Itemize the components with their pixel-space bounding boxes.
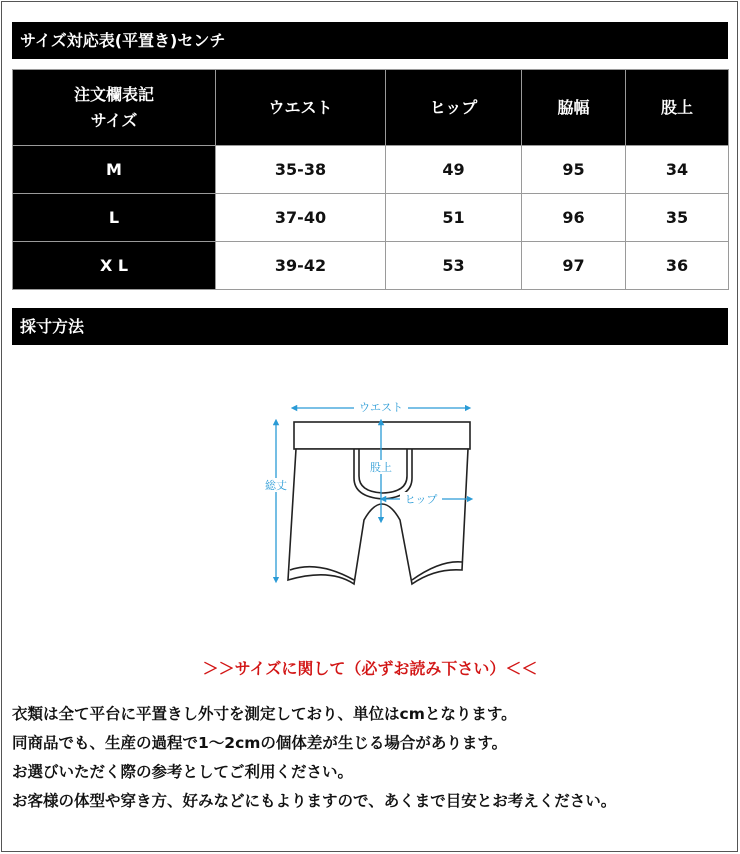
length-label: 総丈 [265, 479, 287, 492]
size-header-line2: サイズ [90, 110, 138, 130]
measure-method-title: 採寸方法 [12, 308, 728, 345]
side-width-cell: 95 [522, 146, 626, 194]
waist-label: ウエスト [359, 401, 403, 414]
rise-cell: 36 [626, 242, 729, 290]
size-cell: M [13, 146, 216, 194]
hip-label: ヒップ [404, 493, 438, 506]
size-cell: X L [13, 242, 216, 290]
size-table [12, 69, 729, 290]
size-column-header [13, 70, 216, 146]
size-table-title: サイズ対応表(平置き)センチ [12, 22, 728, 59]
size-table-header-row [13, 70, 729, 146]
hip-cell: 53 [386, 242, 522, 290]
note-line: お客様の体型や穿き方、好みなどにもよりますので、あくまで目安とお考えください。 [12, 792, 617, 810]
rise-cell: 35 [626, 194, 729, 242]
hip-column-header: ヒップ [386, 70, 522, 146]
note-line: 同商品でも、生産の過程で1～2cmの個体差が生じる場合があります。 [12, 734, 508, 752]
waist-cell: 39-42 [216, 242, 386, 290]
size-cell: L [13, 194, 216, 242]
waist-column-header: ウエスト [216, 70, 386, 146]
boxer-measurement-diagram [250, 392, 490, 592]
note-line: 衣類は全て平台に平置きし外寸を測定しており、単位はcmとなります。 [12, 705, 517, 723]
rise-label: 股上 [370, 461, 392, 474]
side-width-cell: 96 [522, 194, 626, 242]
table-row [13, 146, 729, 194]
size-notice-heading: ＞＞サイズに関して（必ずお読み下さい）＜＜ [202, 659, 538, 678]
size-notes [12, 700, 728, 816]
hip-cell: 51 [386, 194, 522, 242]
table-row [13, 242, 729, 290]
size-header-line1: 注文欄表記 [73, 84, 154, 104]
table-row [13, 194, 729, 242]
waist-cell: 35-38 [216, 146, 386, 194]
side-width-column-header: 脇幅 [522, 70, 626, 146]
waistband-shape [294, 422, 470, 449]
rise-column-header: 股上 [626, 70, 729, 146]
waist-cell: 37-40 [216, 194, 386, 242]
side-width-cell: 97 [522, 242, 626, 290]
hip-cell: 49 [386, 146, 522, 194]
note-line: お選びいただく際の参考としてご利用ください。 [12, 763, 354, 781]
garment-outline [288, 422, 470, 584]
rise-cell: 34 [626, 146, 729, 194]
